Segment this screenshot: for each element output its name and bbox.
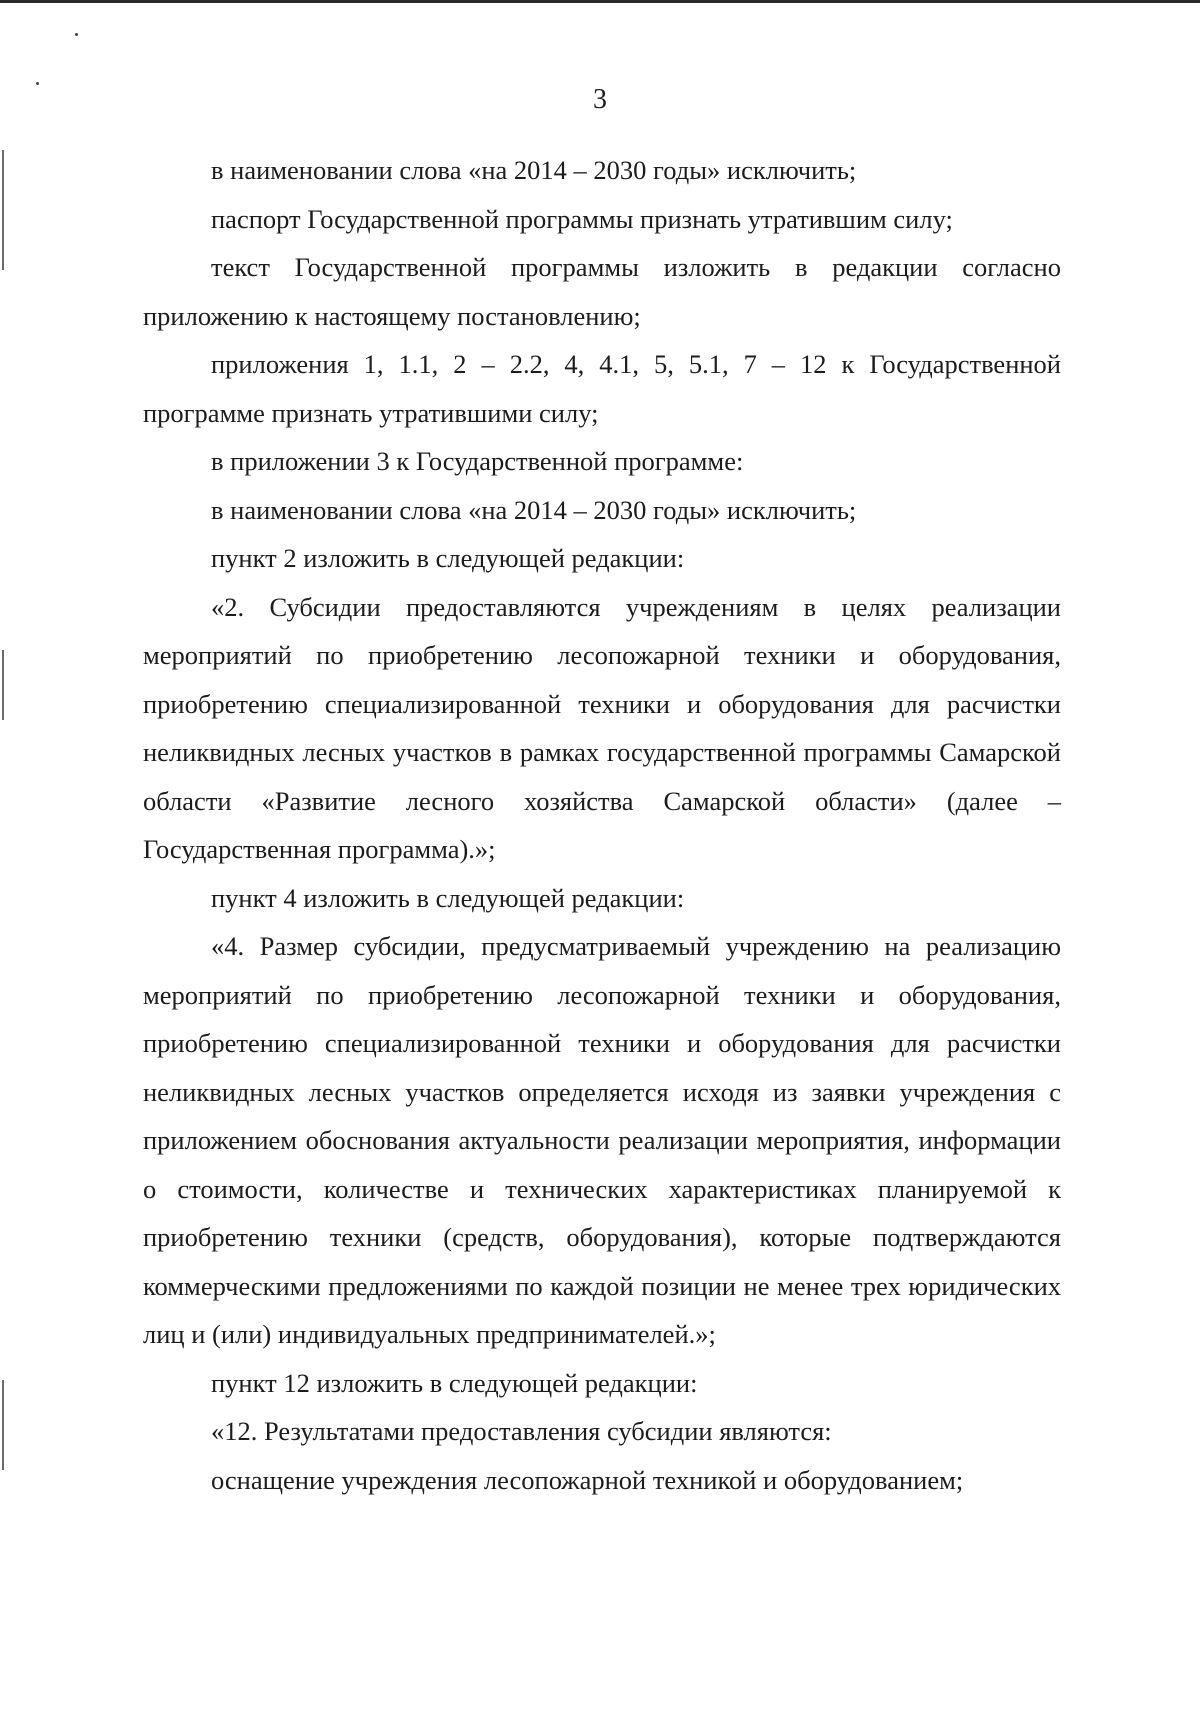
paragraph: приложения 1, 1.1, 2 – 2.2, 4, 4.1, 5, 5.1, 7 – 12 к Государственной программе признать утратившими силу; xyxy=(143,349,1061,428)
scan-left-edge-mark xyxy=(2,650,4,720)
paragraph: в наименовании слова «на 2014 – 2030 годы» исключить; xyxy=(211,494,857,525)
document-body xyxy=(143,146,1061,1504)
paragraph: паспорт Государственной программы признать утратившим силу; xyxy=(211,203,953,234)
paragraph: пункт 12 изложить в следующей редакции: xyxy=(211,1367,698,1398)
paragraph: текст Государственной программы изложить в редакции согласно приложению к настоящему постановлению; xyxy=(143,252,1061,331)
scan-top-border xyxy=(0,0,1200,3)
paragraph: «4. Размер субсидии, предусматриваемый учреждению на реализацию мероприятий по приобретению лесопожарной техники и оборудования, приобретению специализированной техники и оборудования для расчистки неликвидных лесных участков определяется исходя из заявки учреждения с приложением обоснования актуальности реализации мероприятия, информации о стоимости, количестве и технических характеристиках планируемой к приобретению техники (средств, оборудования), которые подтверждаются коммерческими предложениями по каждой позиции не менее трех юридических лиц и (или) индивидуальных предпринимателей.»; xyxy=(143,931,1061,1349)
paragraph: пункт 2 изложить в следующей редакции: xyxy=(211,543,685,573)
paragraph: пункт 4 изложить в следующей редакции: xyxy=(211,882,685,913)
paragraph: в наименовании слова «на 2014 – 2030 годы» исключить; xyxy=(211,155,857,185)
paragraph: в приложении 3 к Государственной программе: xyxy=(211,446,744,476)
scan-left-edge-mark xyxy=(2,1380,4,1470)
scan-left-edge-mark xyxy=(2,150,4,270)
paragraph: оснащение учреждения лесопожарной техникой и оборудованием; xyxy=(211,1464,964,1495)
page-number: 3 xyxy=(593,84,607,115)
paragraph: «12. Результатами предоставления субсидии являются: xyxy=(211,1416,832,1446)
paragraph: «2. Субсидии предоставляются учреждениям в целях реализации мероприятий по приобретению лесопожарной техники и оборудования, приобретению специализированной техники и оборудования для расчистки неликвидных лесных участков в рамках государственной программы Самарской области «Развитие лесного хозяйства Самарской области» (далее – Государственная программа).»; xyxy=(143,591,1061,864)
scan-speck xyxy=(75,33,78,36)
